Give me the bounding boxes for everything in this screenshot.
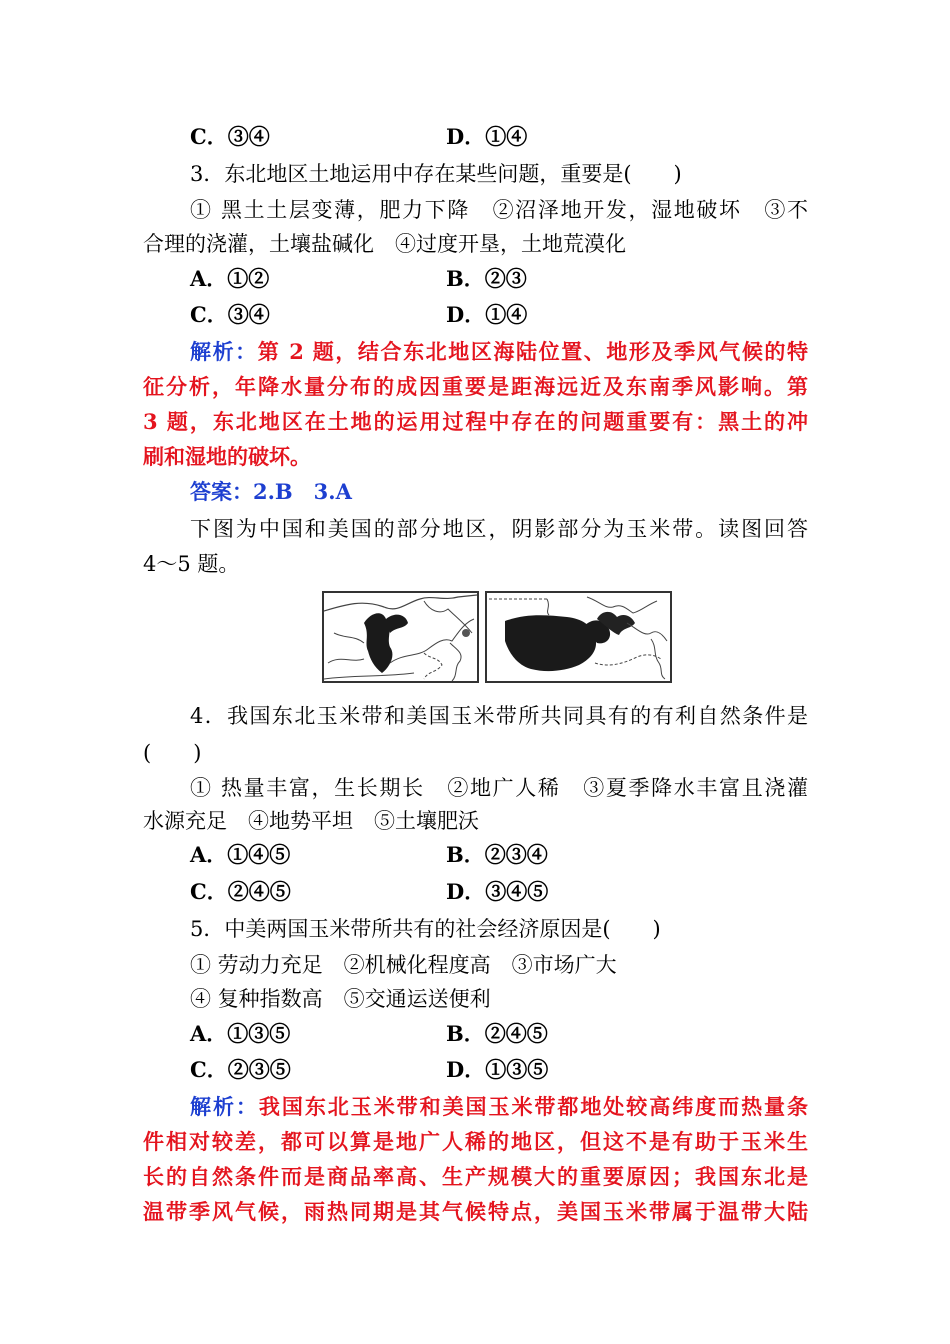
q4-items-line1: ① 热量丰富，生长期长 ②地广人稀 ③夏季降水丰富且浇灌 [190, 776, 808, 800]
q3-option-c: C．③④ [190, 302, 270, 327]
q4-option-a: A．①④⑤ [190, 842, 291, 867]
q5-option-a: A．①③⑤ [190, 1021, 291, 1046]
intro-line2: 4～5 题。 [143, 552, 240, 576]
usa-corn-belt-map [485, 591, 672, 683]
q3-option-b: B．②③ [446, 266, 527, 291]
q4-paren: ( ) [143, 741, 202, 765]
china-corn-belt-map [322, 591, 479, 683]
q3-option-a: A．①② [190, 266, 270, 291]
q4-option-c: C．②④⑤ [190, 879, 291, 904]
analysis2-line2: 件相对较差，都可以算是地广人稀的地区，但这不是有助于玉米生 [143, 1129, 808, 1154]
analysis2-text1: 我国东北玉米带和美国玉米带都地处较高纬度而热量条 [258, 1094, 809, 1119]
answer1-value: 2.B 3.A [253, 479, 352, 504]
q4-option-b: B．②③④ [446, 842, 548, 867]
usa-map-drawing [487, 593, 670, 681]
q5-items-line2: ④ 复种指数高 ⑤交通运送便利 [190, 987, 491, 1011]
analysis2-line1 [190, 1090, 808, 1124]
q4-items-line2: 水源充足 ④地势平坦 ⑤土壤肥沃 [143, 809, 479, 833]
analysis2-label: 解析： [190, 1094, 259, 1119]
q3-items-line1: ① 黑土土层变薄，肥力下降 ②沼泽地开发，湿地破坏 ③不 [190, 198, 808, 222]
analysis2-line4: 温带季风气候，雨热同期是其气候特点，美国玉米带属于温带大陆 [143, 1199, 808, 1224]
q3-items-line2: 合理的浇灌，土壤盐碱化 ④过度开垦，土地荒漠化 [143, 232, 626, 256]
q2-option-d: D．①④ [446, 124, 528, 149]
analysis1-label: 解析： [190, 339, 258, 364]
china-map-drawing [324, 593, 477, 681]
q4-option-d: D．③④⑤ [446, 879, 549, 904]
answer1 [190, 475, 808, 509]
q5-option-b: B．②④⑤ [446, 1021, 548, 1046]
q5-stem: 5．中美两国玉米带所共有的社会经济原因是( ) [190, 917, 661, 941]
q3-option-d: D．①④ [446, 302, 528, 327]
analysis1-line4: 刷和湿地的破坏。 [143, 444, 311, 469]
q5-items-line1: ① 劳动力充足 ②机械化程度高 ③市场广大 [190, 953, 617, 977]
q5-option-d: D．①③⑤ [446, 1057, 549, 1082]
q3-stem: 3．东北地区土地运用中存在某些问题，重要是( ) [190, 162, 682, 186]
analysis2-line3: 长的自然条件而是商品率高、生产规模大的重要原因；我国东北是 [143, 1164, 808, 1189]
corn-belt-maps [322, 591, 672, 683]
analysis1-text1: 第 2 题，结合东北地区海陆位置、地形及季风气候的特 [257, 339, 809, 364]
q5-option-c: C．②③⑤ [190, 1057, 291, 1082]
analysis1-line1 [190, 335, 808, 369]
intro-line1: 下图为中国和美国的部分地区，阴影部分为玉米带。读图回答 [190, 517, 808, 541]
q4-stem: 4．我国东北玉米带和美国玉米带所共同具有的有利自然条件是 [190, 704, 808, 728]
analysis1-line3: 3 题，东北地区在土地的运用过程中存在的问题重要有：黑土的冲 [143, 409, 808, 434]
q2-option-c: C．③④ [190, 124, 270, 149]
analysis1-line2: 征分析，年降水量分布的成因重要是距海远近及东南季风影响。第 [143, 374, 808, 399]
answer1-label: 答案： [190, 479, 253, 504]
